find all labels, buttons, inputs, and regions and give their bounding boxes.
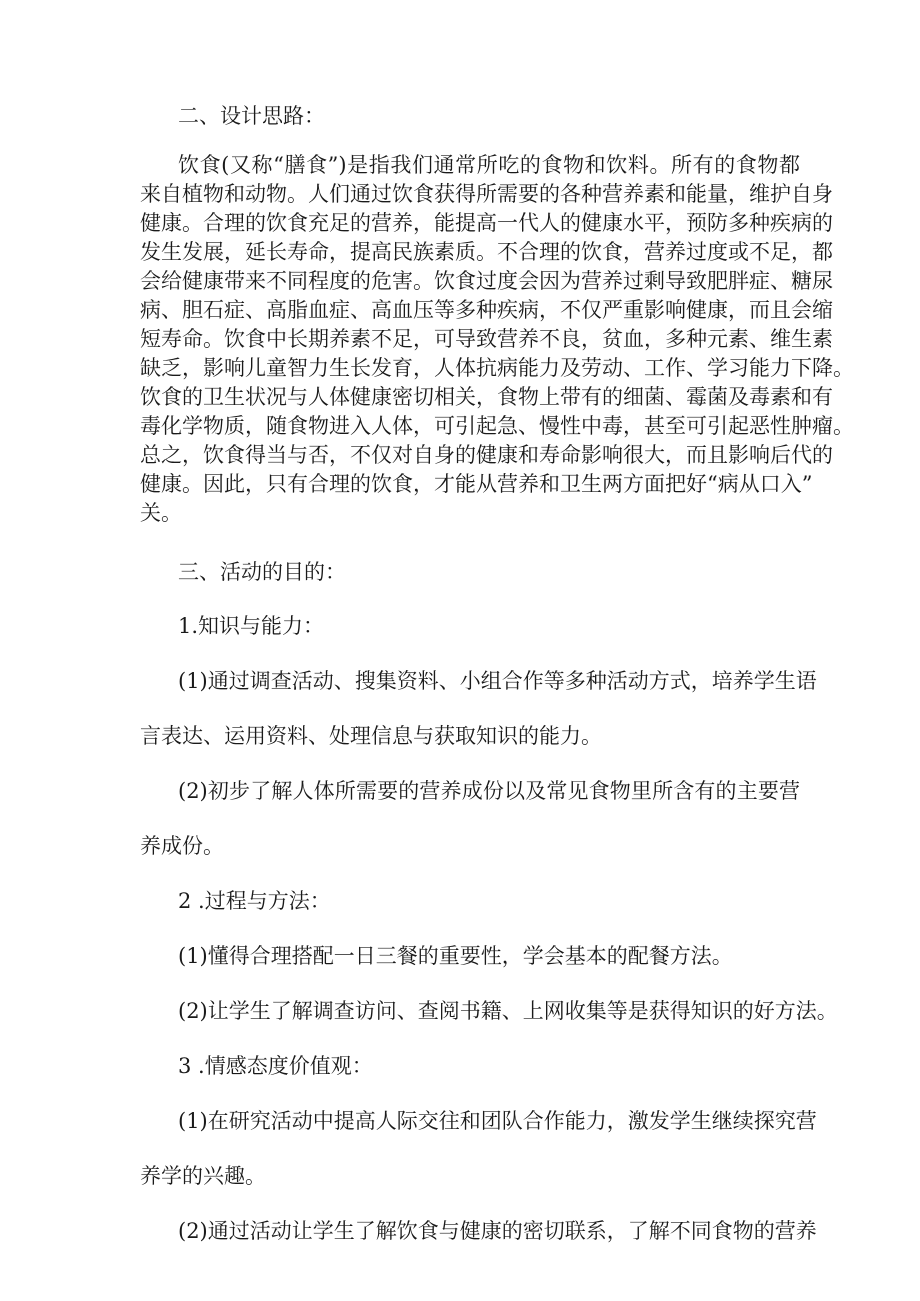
section-heading-design: 二、设计思路：: [178, 104, 325, 128]
paragraph-line: 会给健康带来不同程度的危害。饮食过度会因为营养过剩导致肥胖症、糖尿: [140, 269, 833, 293]
subheading-values: 3 .情感态度价值观：: [178, 1054, 373, 1078]
paragraph-line: 健康。合理的饮食充足的营养，能提高一代人的健康水平，预防多种疾病的: [140, 211, 833, 235]
list-item-line: (1)通过调查活动、搜集资料、小组合作等多种活动方式，培养学生语: [178, 669, 817, 693]
paragraph-line: 关。: [140, 501, 182, 525]
list-item-line: (1)懂得合理搭配一日三餐的重要性，学会基本的配餐方法。: [178, 944, 733, 968]
paragraph-line: 健康。因此，只有合理的饮食，才能从营养和卫生两方面把好“病从口入”: [140, 472, 813, 496]
paragraph-line: 缺乏，影响儿童智力生长发育，人体抗病能力及劳动、工作、学习能力下降。: [140, 356, 854, 380]
section-heading-goals: 三、活动的目的：: [178, 560, 346, 584]
list-item-line: (2)通过活动让学生了解饮食与健康的密切联系，了解不同食物的营养: [178, 1219, 817, 1243]
paragraph-line: 病、胆石症、高脂血症、高血压等多种疾病，不仅严重影响健康，而且会缩: [140, 298, 833, 322]
list-item-line: (2)初步了解人体所需要的营养成份以及常见食物里所含有的主要营: [178, 779, 800, 803]
list-item-line: 养学的兴趣。: [140, 1164, 266, 1188]
paragraph-line: 发生发展，延长寿命，提高民族素质。不合理的饮食，营养过度或不足，都: [140, 240, 833, 264]
paragraph-line: 总之，饮食得当与否，不仅对自身的健康和寿命影响很大，而且影响后代的: [140, 443, 833, 467]
list-item-line: (2)让学生了解调查访问、查阅书籍、上网收集等是获得知识的好方法。: [178, 999, 838, 1023]
list-item-line: (1)在研究活动中提高人际交往和团队合作能力，激发学生继续探究营: [178, 1109, 817, 1133]
subheading-knowledge: 1.知识与能力：: [178, 614, 325, 638]
paragraph-line: 短寿命。饮食中长期养素不足，可导致营养不良，贫血，多种元素、维生素: [140, 327, 833, 351]
paragraph-line: 来自植物和动物。人们通过饮食获得所需要的各种营养素和能量，维护自身: [140, 182, 833, 206]
paragraph-line: 饮食的卫生状况与人体健康密切相关，食物上带有的细菌、霉菌及毒素和有: [140, 385, 833, 409]
list-item-line: 养成份。: [140, 834, 224, 858]
subheading-process: 2 .过程与方法：: [178, 889, 331, 913]
list-item-line: 言表达、运用资料、处理信息与获取知识的能力。: [140, 724, 602, 748]
paragraph-line: 毒化学物质，随食物进入人体，可引起急、慢性中毒，甚至可引起恶性肿瘤。: [140, 414, 854, 438]
paragraph-line: 饮食(又称“膳食”)是指我们通常所吃的食物和饮料。所有的食物都: [178, 153, 800, 177]
